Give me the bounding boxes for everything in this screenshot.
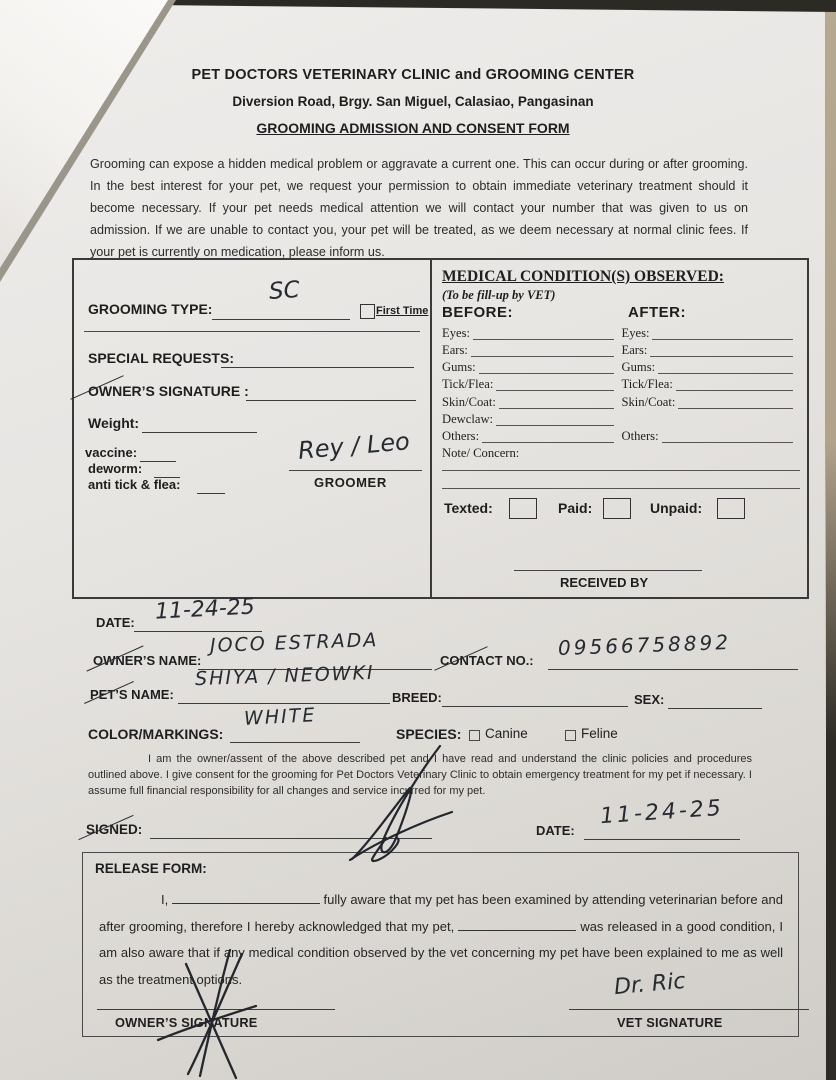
divider-line (84, 331, 420, 332)
weight-line (142, 418, 257, 433)
release-form-title: RELEASE FORM: (95, 861, 207, 876)
grooming-type-line (212, 305, 350, 320)
before-ears-line (471, 343, 614, 357)
medical-subtitle: (To be fill-up by VET) (442, 288, 556, 302)
anti-tick-flea-line (197, 479, 225, 494)
texted-checkbox (509, 498, 537, 519)
after-ears-line (650, 343, 793, 357)
owner-name-label: OWNER’S NAME: (93, 653, 202, 668)
first-time-checkbox (360, 304, 375, 319)
vet-signature-handwriting: Dr. Ric (613, 968, 687, 1001)
before-gums-line (479, 360, 614, 374)
after-heading: AFTER: (628, 304, 686, 321)
note-line-2 (442, 488, 800, 489)
owner-signature-label: OWNER’S SIGNATURE : (88, 383, 249, 399)
vaccine-line (140, 447, 176, 462)
canine-label: Canine (485, 726, 528, 741)
before-gums-label: Gums: (442, 360, 476, 374)
vet-signature-line (569, 1009, 809, 1010)
note-line-1 (442, 470, 800, 471)
paid-checkbox (603, 498, 631, 519)
before-tick-flea-line (496, 377, 613, 391)
after-tick-flea-line (676, 377, 793, 391)
weight-label: Weight: (88, 415, 140, 431)
before-heading: BEFORE: (442, 304, 513, 321)
before-eyes-label: Eyes: (442, 326, 470, 340)
before-eyes-line (473, 326, 614, 340)
contact-label: CONTACT NO.: (440, 653, 534, 668)
after-eyes-label: Eyes: (621, 326, 650, 340)
signed-date-value-handwriting: 11-24-25 (599, 795, 725, 830)
medical-row-tick-flea (442, 377, 801, 392)
release-text-2: fully aware that my pet has been examined by attending veterinarian before and after grooming, therefore I hereby acknowledged that my pet, (99, 892, 783, 934)
species-label: SPECIES: (396, 726, 462, 742)
form-title: GROOMING ADMISSION AND CONSENT FORM (256, 120, 570, 136)
deworm-line (154, 463, 180, 478)
groomer-label: GROOMER (314, 475, 387, 490)
date-label: DATE: (96, 615, 135, 630)
note-concern-label: Note/ Concern: (442, 446, 520, 460)
canine-checkbox (469, 730, 480, 741)
before-dewclaw-label: Dewclaw: (442, 412, 494, 426)
before-others-line (482, 429, 613, 443)
release-name-blank (172, 890, 320, 904)
before-dewclaw-line (496, 412, 613, 426)
release-text-3: was released in a good condition, I am also aware that if any medical condition observed by the vet concerning my pet have been explained to me as well as the treatment options. (99, 918, 783, 987)
color-markings-line (230, 728, 360, 743)
owner-name-value-handwriting: JOCO ESTRADA (209, 629, 379, 657)
pet-name-value-handwriting: SHIYA / NEOWKI (194, 661, 375, 691)
texted-label: Texted: (444, 500, 493, 516)
vaccine-label: vaccine: (85, 445, 138, 460)
color-markings-value-handwriting: WHITE (243, 704, 317, 730)
before-skin-coat-line (499, 395, 614, 409)
before-others-label: Others: (442, 429, 480, 443)
unpaid-checkbox (717, 498, 745, 519)
medical-row-ears (442, 343, 801, 358)
table-surface-right-edge (825, 0, 836, 740)
after-eyes-line (652, 326, 793, 340)
color-markings-label: COLOR/MARKINGS: (88, 726, 224, 742)
after-ears-label: Ears: (621, 343, 648, 357)
after-others-line (662, 429, 793, 443)
signed-date-label: DATE: (536, 823, 575, 838)
signed-label: SIGNED: (86, 822, 143, 837)
special-requests-line (221, 353, 414, 368)
grooming-type-label: GROOMING TYPE: (88, 301, 213, 317)
owner-signature-scribble (152, 948, 292, 1080)
medical-row-others (442, 429, 801, 444)
sex-line (668, 694, 762, 709)
after-tick-flea-label: Tick/Flea: (621, 377, 673, 391)
medical-row-eyes (442, 326, 801, 341)
medical-row-skin-coat (442, 395, 801, 410)
intro-paragraph: Grooming can expose a hidden medical problem or aggravate a current one. This can occur during or after grooming. In the best interest for your pet, we request your permission to obtain immediate veterinary treatment should it become necessary. If your pet needs medical attention we will contact your number that was given to us on admission. If we are unable to contact you, your pet will be treated, as we deem necessary at normal clinic fees. If your pet is currently on medication, please inform us. (90, 157, 748, 259)
pet-name-label: PET’S NAME: (90, 687, 174, 702)
medical-row-gums (442, 360, 801, 375)
consent-paragraph: I am the owner/assent of the above described pet and I have read and understand the clinic policies and procedures outlined above. I give consent for the grooming for Pet Doctors Veterinary Clinic to obtain emergency treatment for my pet if necessary. I assume full financial responsibility for all changes and service incurred for my pet. (88, 753, 752, 797)
special-requests-label: SPECIAL REQUESTS: (88, 350, 234, 366)
date-value-handwriting: 11-24-25 (154, 594, 256, 625)
after-skin-coat-label: Skin/Coat: (621, 395, 676, 409)
paid-label: Paid: (558, 500, 593, 516)
main-box (72, 258, 809, 599)
grooming-type-value-handwriting: SC (268, 276, 301, 306)
contact-value-handwriting: 09566758892 (557, 629, 732, 661)
deworm-label: deworm: (88, 461, 143, 476)
received-by-line (514, 570, 702, 571)
medical-row-dewclaw (442, 412, 801, 427)
medical-section (432, 260, 807, 597)
after-gums-line (658, 360, 793, 374)
sex-label: SEX: (634, 692, 665, 707)
first-time-label: First Time (376, 305, 429, 317)
after-gums-label: Gums: (621, 360, 656, 374)
clinic-name: PET DOCTORS VETERINARY CLINIC and GROOMING CENTER (191, 67, 635, 83)
release-text-1: I, (161, 892, 169, 907)
groomer-line (289, 470, 422, 471)
breed-label: BREED: (392, 690, 442, 705)
after-skin-coat-line (678, 395, 793, 409)
owner-signature-label-bottom: OWNER’S SIGNATURE (115, 1015, 258, 1030)
release-pet-blank (458, 917, 576, 931)
owner-signature-line (246, 386, 416, 401)
vet-signature-label: VET SIGNATURE (617, 1015, 723, 1030)
owner-signed-signature-scribble (322, 742, 482, 867)
before-skin-coat-label: Skin/Coat: (442, 395, 496, 409)
groomer-name-handwriting: Rey / Leo (296, 427, 411, 465)
clinic-address: Diversion Road, Brgy. San Miguel, Calasiao, Pangasinan (232, 94, 594, 109)
unpaid-label: Unpaid: (650, 500, 703, 516)
medical-title: MEDICAL CONDITION(S) OBSERVED: (442, 268, 724, 285)
anti-tick-flea-label: anti tick & flea: (88, 477, 181, 492)
breed-line (442, 692, 628, 707)
before-tick-flea-label: Tick/Flea: (442, 377, 494, 391)
pet-name-line (178, 689, 390, 704)
after-others-label: Others: (621, 429, 659, 443)
received-by-label: RECEIVED BY (560, 575, 649, 590)
feline-checkbox (565, 730, 576, 741)
before-ears-label: Ears: (442, 343, 468, 357)
feline-label: Feline (581, 726, 618, 741)
grooming-section (74, 260, 432, 597)
